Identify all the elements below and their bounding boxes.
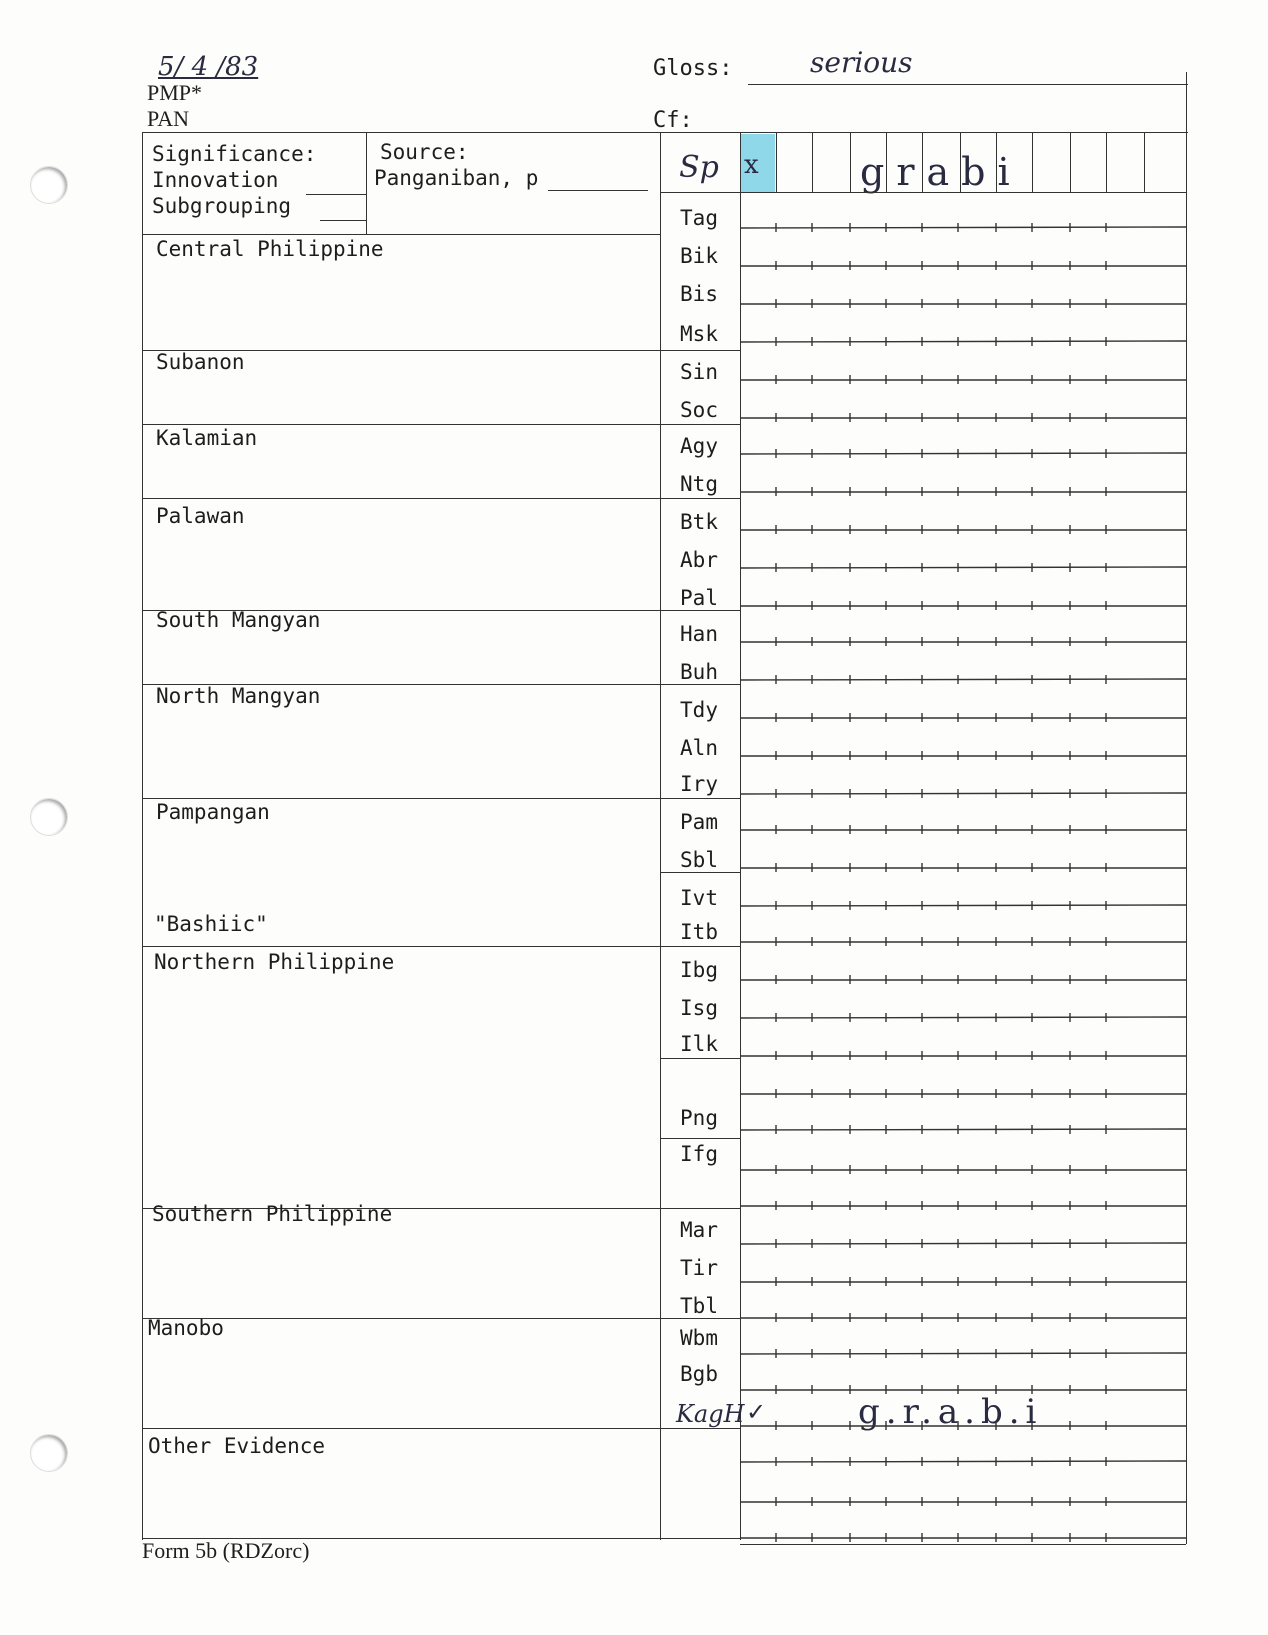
entry-rule-line — [740, 1353, 1186, 1354]
group-kalamian: Kalamian — [156, 426, 258, 450]
gloss-value: serious — [810, 46, 913, 79]
lang-bis: Bis — [680, 282, 718, 306]
kag-mark: ✓ — [746, 1398, 767, 1426]
lang-sbl: Sbl — [680, 848, 718, 872]
lang-mar: Mar — [680, 1218, 718, 1242]
entry-rule-line — [740, 793, 1186, 794]
lang-ifg: Ifg — [680, 1142, 718, 1166]
entry-rule-line — [740, 1243, 1186, 1244]
lang-msk: Msk — [680, 322, 718, 346]
group-southern-philippine: Southern Philippine — [152, 1202, 393, 1226]
lang-wbm: Wbm — [680, 1326, 718, 1350]
lang-ibg: Ibg — [680, 958, 718, 982]
form-footer: Form 5b (RDZorc) — [142, 1538, 310, 1563]
significance-label: Significance: — [152, 142, 317, 166]
sp-entry: grabi — [860, 150, 1022, 194]
lang-bgb: Bgb — [680, 1362, 718, 1386]
lang-soc: Soc — [680, 398, 718, 422]
pmp-label: PMP* — [147, 80, 203, 105]
kag-label: KagH — [676, 1400, 745, 1428]
lang-png: Png — [680, 1106, 718, 1130]
group-north-mangyan: North Mangyan — [156, 684, 321, 708]
cf-label: Cf: — [653, 108, 693, 133]
pan-label: PAN — [147, 106, 189, 131]
lang-btk: Btk — [680, 510, 718, 534]
lang-iry: Iry — [680, 772, 718, 796]
lang-isg: Isg — [680, 996, 718, 1020]
lang-tir: Tir — [680, 1256, 718, 1280]
sp-mark: x — [744, 150, 759, 180]
group-central-philippine: Central Philippine — [156, 237, 384, 261]
group-bashiic: "Bashiic" — [154, 912, 268, 936]
lang-tag: Tag — [680, 206, 718, 230]
lang-sin: Sin — [680, 360, 718, 384]
group-northern-philippine: Northern Philippine — [154, 950, 395, 974]
sp-label: Sp — [679, 150, 719, 185]
lang-ilk: Ilk — [680, 1032, 718, 1056]
binder-hole-middle — [30, 798, 68, 836]
date: 5/ 4 /83 — [158, 52, 259, 82]
entry-rule-line — [740, 905, 1186, 906]
group-palawan: Palawan — [156, 504, 245, 528]
entry-rule-line — [740, 1461, 1186, 1462]
entry-rule-line — [740, 679, 1186, 680]
group-manobo: Manobo — [148, 1316, 224, 1340]
source-label: Source: — [380, 140, 469, 164]
lang-ivt: Ivt — [680, 886, 718, 910]
lang-abr: Abr — [680, 548, 718, 572]
group-other-evidence: Other Evidence — [148, 1434, 326, 1458]
lang-pam: Pam — [680, 810, 718, 834]
entry-rule-line — [740, 567, 1186, 568]
abbr-col-left — [660, 132, 661, 1540]
kag-entry: g.r.a.b.i — [858, 1392, 1043, 1432]
lang-pal: Pal — [680, 586, 718, 610]
lang-han: Han — [680, 622, 718, 646]
lang-bik: Bik — [680, 244, 718, 268]
lang-itb: Itb — [680, 920, 718, 944]
entry-rule-line — [740, 341, 1186, 342]
lang-buh: Buh — [680, 660, 718, 684]
group-pampangan: Pampangan — [156, 800, 270, 824]
lang-aln: Aln — [680, 736, 718, 760]
gloss-label: Gloss: — [653, 56, 733, 81]
lang-tdy: Tdy — [680, 698, 718, 722]
left-border — [142, 132, 143, 1540]
group-subanon: Subanon — [156, 350, 245, 374]
lang-tbl: Tbl — [680, 1294, 718, 1318]
entry-rules — [740, 190, 1188, 1550]
binder-hole-top — [30, 166, 68, 204]
lang-ntg: Ntg — [680, 472, 718, 496]
innovation-label: Innovation — [152, 168, 279, 192]
source-value: Panganiban, p — [374, 166, 539, 190]
group-south-mangyan: South Mangyan — [156, 608, 321, 632]
binder-hole-bottom — [30, 1434, 68, 1472]
entry-rule-line — [740, 1129, 1186, 1130]
entry-rule-line — [740, 227, 1186, 228]
entry-rule-line — [740, 1017, 1186, 1018]
lang-agy: Agy — [680, 434, 718, 458]
entry-rule-line — [740, 453, 1186, 454]
subgrouping-label: Subgrouping — [152, 194, 292, 218]
